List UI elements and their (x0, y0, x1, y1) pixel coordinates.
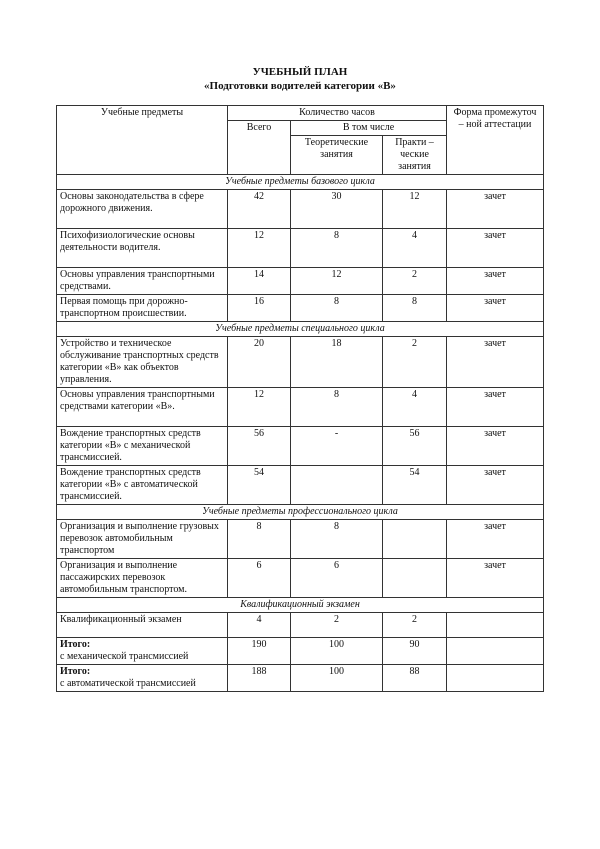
hours-theory: 2 (291, 613, 383, 638)
attestation-form: зачет (447, 388, 544, 427)
hours-total: 20 (228, 337, 291, 388)
subject-name: Основы управления транспортными средствами. (57, 268, 228, 295)
subject-name: Квалификационный экзамен (57, 613, 228, 638)
hours-theory: 8 (291, 229, 383, 268)
totals-row (57, 638, 544, 665)
header-subjects: Учебные предметы (57, 106, 228, 175)
hours-practice: 2 (383, 268, 447, 295)
page-title: УЧЕБНЫЙ ПЛАН (252, 66, 348, 78)
section-title: Учебные предметы базового цикла (57, 175, 544, 190)
hours-practice: 2 (383, 613, 447, 638)
curriculum-table (56, 105, 544, 692)
attestation-form (447, 613, 544, 638)
header-form: Форма промежуточ – ной аттестации (447, 106, 544, 175)
subject-name: Вождение транспортных средств категории «В» с автоматической трансмиссией. (57, 466, 228, 505)
page-subtitle: «Подготовки водителей категории «В» (204, 80, 396, 92)
attestation-form: зачет (447, 466, 544, 505)
subject-name: Психофизиологические основы деятельности водителя. (57, 229, 228, 268)
attestation-form: зачет (447, 295, 544, 322)
table-row (57, 520, 544, 559)
subject-name: Организация и выполнение грузовых перевозок автомобильным транспортом (57, 520, 228, 559)
attestation-form: зачет (447, 427, 544, 466)
attestation-form: зачет (447, 337, 544, 388)
totals-label-cell (57, 665, 228, 692)
hours-theory: - (291, 427, 383, 466)
hours-theory: 30 (291, 190, 383, 229)
hours-total: 56 (228, 427, 291, 466)
hours-practice: 12 (383, 190, 447, 229)
hours-total: 8 (228, 520, 291, 559)
table-row (57, 229, 544, 268)
section-title: Учебные предметы специального цикла (57, 322, 544, 337)
table-row (57, 427, 544, 466)
subject-name: Первая помощь при дорожно-транспортном происшествии. (57, 295, 228, 322)
hours-total: 12 (228, 388, 291, 427)
hours-total: 14 (228, 268, 291, 295)
table-row (57, 337, 544, 388)
attestation-form: зачет (447, 190, 544, 229)
hours-total: 4 (228, 613, 291, 638)
table-row (57, 268, 544, 295)
totals-total: 188 (228, 665, 291, 692)
section-title: Учебные предметы профессионального цикла (57, 505, 544, 520)
hours-theory: 8 (291, 520, 383, 559)
hours-total: 16 (228, 295, 291, 322)
subject-name: Основы законодательства в сфере дорожного движения. (57, 190, 228, 229)
attestation-form: зачет (447, 559, 544, 598)
hours-theory: 6 (291, 559, 383, 598)
table-row (57, 559, 544, 598)
hours-practice: 56 (383, 427, 447, 466)
hours-practice (383, 559, 447, 598)
hours-theory: 8 (291, 295, 383, 322)
header-hours: Количество часов (228, 106, 447, 121)
hours-practice: 2 (383, 337, 447, 388)
hours-total: 6 (228, 559, 291, 598)
attestation-form: зачет (447, 229, 544, 268)
hours-total: 12 (228, 229, 291, 268)
header-practice: Практи – ческие занятия (383, 136, 447, 175)
totals-note: с автоматической трансмиссией (60, 678, 196, 689)
totals-practice: 90 (383, 638, 447, 665)
table-row (57, 466, 544, 505)
hours-practice: 4 (383, 388, 447, 427)
totals-total: 190 (228, 638, 291, 665)
subject-name: Основы управления транспортными средствами категории «В». (57, 388, 228, 427)
hours-theory: 18 (291, 337, 383, 388)
attestation-form: зачет (447, 520, 544, 559)
hours-theory: 8 (291, 388, 383, 427)
totals-row (57, 665, 544, 692)
totals-theory: 100 (291, 665, 383, 692)
header-total: Всего (228, 121, 291, 175)
subject-name: Устройство и техническое обслуживание транспортных средств категории «В» как объектов управления. (57, 337, 228, 388)
hours-total: 42 (228, 190, 291, 229)
hours-total: 54 (228, 466, 291, 505)
totals-label: Итого: (60, 639, 91, 650)
hours-practice: 54 (383, 466, 447, 505)
section-title: Квалификационный экзамен (57, 598, 544, 613)
attestation-form: зачет (447, 268, 544, 295)
subject-name: Вождение транспортных средств категории «В» с механической трансмиссией. (57, 427, 228, 466)
header-theory: Теоретические занятия (291, 136, 383, 175)
table-row (57, 613, 544, 638)
hours-practice: 8 (383, 295, 447, 322)
hours-theory (291, 466, 383, 505)
hours-practice (383, 520, 447, 559)
totals-practice: 88 (383, 665, 447, 692)
totals-label: Итого: (60, 666, 91, 677)
hours-theory: 12 (291, 268, 383, 295)
totals-label-cell (57, 638, 228, 665)
totals-form (447, 665, 544, 692)
totals-note: с механической трансмиссией (60, 651, 189, 662)
header-including: В том числе (291, 121, 447, 136)
table-row (57, 190, 544, 229)
subject-name: Организация и выполнение пассажирских перевозок автомобильным транспортом. (57, 559, 228, 598)
table-row (57, 295, 544, 322)
hours-practice: 4 (383, 229, 447, 268)
table-row (57, 388, 544, 427)
totals-form (447, 638, 544, 665)
totals-theory: 100 (291, 638, 383, 665)
